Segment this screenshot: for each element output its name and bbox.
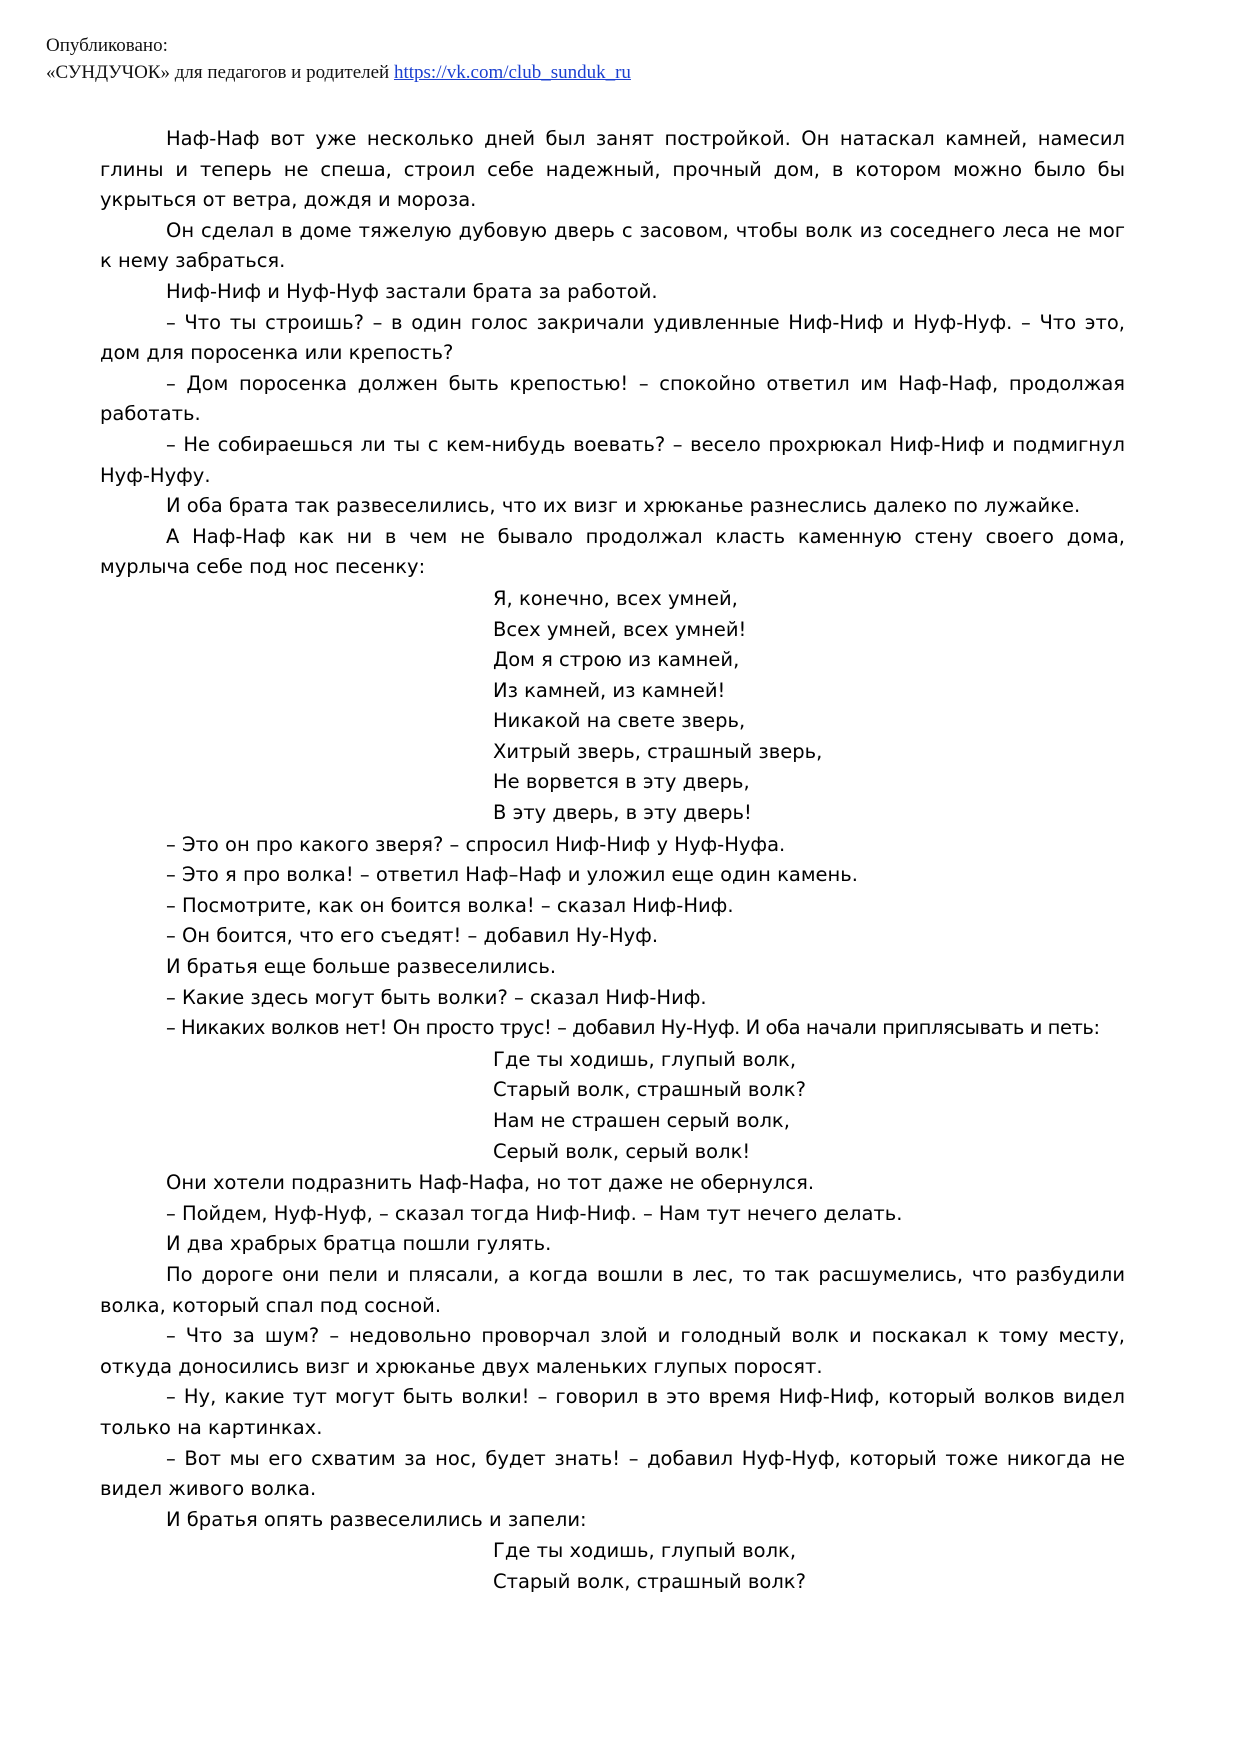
verse-line: Дом я строю из камней, — [493, 648, 740, 672]
paragraph: – Что за шум? – недовольно проворчал злой и голодный волк и поскакал к тому месту, откуда доносились визг и хрюканье двух маленьких глупых поросят. — [100, 1324, 1125, 1378]
verse-line: Всех умней, всех умней! — [493, 617, 747, 641]
verse-line: Где ты ходишь, глупый волк, — [493, 1047, 797, 1071]
publication-header — [46, 32, 631, 86]
verse-line: Где ты ходишь, глупый волк, — [493, 1539, 797, 1563]
published-label: Опубликовано: — [46, 35, 168, 56]
verse-line: Никакой на свете зверь, — [493, 709, 746, 733]
paragraph: И братья опять развеселились и запели: — [166, 1507, 587, 1531]
paragraph: Наф-Наф вот уже несколько дней был занят постройкой. Он натаскал камней, намесил глины и теперь не спеша, строил себе надежный, прочный дом, в котором можно было бы укрыться от ветра, дождя и мороза. — [100, 127, 1125, 212]
paragraph: Ниф-Ниф и Нуф-Нуф застали брата за работой. — [166, 279, 658, 303]
verse-line: Хитрый зверь, страшный зверь, — [493, 739, 823, 763]
song-verse-1 — [493, 584, 1125, 829]
paragraph: – Что ты строишь? – в один голос закричали удивленные Ниф-Ниф и Нуф-Нуф. – Что это, дом для поросенка или крепость? — [100, 310, 1125, 365]
paragraph: А Наф-Наф как ни в чем не бывало продолжал класть каменную стену своего дома, мурлыча себе под нос песенку: — [100, 524, 1125, 579]
dialogue-line: – Это он про какого зверя? – спросил Ниф-Ниф у Нуф-Нуфа. — [166, 832, 786, 856]
dialogue-line: – Пойдем, Нуф-Нуф, – сказал тогда Ниф-Ниф. – Нам тут нечего делать. — [166, 1201, 903, 1225]
source-text: «СУНДУЧОК» для педагогов и родителей — [46, 62, 390, 83]
source-link[interactable]: https://vk.com/club_sunduk_ru — [393, 62, 631, 83]
dialogue-line: И братья еще больше развеселились. — [166, 955, 557, 979]
dialogue-line: Они хотели подразнить Наф-Нафа, но тот даже не обернулся. — [166, 1171, 815, 1195]
verse-line: Старый волк, страшный волк? — [493, 1078, 806, 1102]
verse-line: Нам не страшен серый волк, — [493, 1109, 790, 1132]
paragraph: По дороге они пели и плясали, а когда вошли в лес, то так расшумелись, что разбудили волка, который спал под сосной. — [100, 1262, 1125, 1317]
dialogue-line: – Это я про волка! – ответил Наф–Наф и уложил еще один камень. — [166, 863, 858, 887]
verse-line: Я, конечно, всех умней, — [493, 586, 738, 610]
paragraph: И оба брата так развеселились, что их визг и хрюканье разнеслись далеко по лужайке. — [166, 494, 1081, 518]
paragraph: Он сделал в доме тяжелую дубовую дверь с засовом, чтобы волк из соседнего леса не мог к нему забраться. — [100, 218, 1125, 273]
dialogue-line: И два храбрых братца пошли гулять. — [166, 1232, 552, 1256]
source-line — [46, 59, 631, 86]
song-verse-3 — [493, 1536, 1125, 1597]
verse-line: Не ворвется в эту дверь, — [493, 770, 750, 794]
paragraph: – Вот мы его схватим за нос, будет знать! – добавил Нуф-Нуф, который тоже никогда не видел живого волка. — [100, 1446, 1125, 1501]
verse-line: Старый волк, страшный волк? — [493, 1569, 806, 1593]
paragraph: – Не собираешься ли ты с кем-нибудь воевать? – весело прохрюкал Ниф-Ниф и подмигнул Нуф-Нуфу. — [100, 432, 1125, 487]
verse-line: В эту дверь, в эту дверь! — [493, 801, 752, 825]
paragraph: – Дом поросенка должен быть крепостью! – спокойно ответил им Наф-Наф, продолжая работать. — [100, 371, 1125, 426]
dialogue-line: – Он боится, что его съедят! – добавил Ну-Нуф. — [166, 924, 659, 948]
dialogue-line: – Какие здесь могут быть волки? – сказал Ниф-Ниф. — [166, 985, 707, 1009]
verse-line: Из камней, из камней! — [493, 678, 726, 702]
paragraph: – Ну, какие тут могут быть волки! – говорил в это время Ниф-Ниф, который волков видел только на картинках. — [100, 1385, 1125, 1439]
dialogue-line: – Никаких волков нет! Он просто трус! – добавил Ну-Нуф. И оба начали приплясывать и петь: — [166, 1016, 1100, 1040]
song-verse-2 — [493, 1045, 1125, 1167]
verse-line: Серый волк, серый волк! — [493, 1139, 751, 1163]
story-text — [100, 124, 1125, 1599]
dialogue-line: – Посмотрите, как он боится волка! – сказал Ниф-Ниф. — [166, 893, 734, 917]
